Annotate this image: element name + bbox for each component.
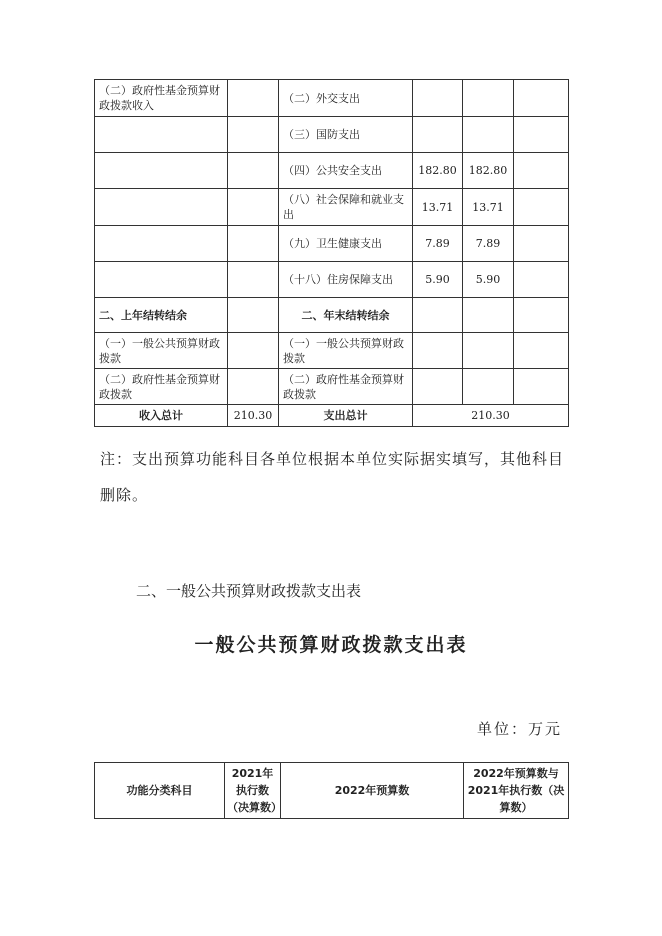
income-value (228, 189, 279, 226)
expense-value (514, 80, 569, 117)
header-2021-actual: 2021年执行数（决算数） (225, 763, 281, 819)
expense-item: （二）外交支出 (279, 80, 413, 117)
table-row (95, 189, 569, 226)
expense-value (463, 80, 514, 117)
header-2022-budget: 2022年预算数 (281, 763, 464, 819)
table-row (95, 333, 569, 369)
expense-item: （九）卫生健康支出 (279, 226, 413, 262)
general-budget-expense-table (94, 762, 569, 819)
income-item (95, 226, 228, 262)
income-value (228, 226, 279, 262)
expense-value (514, 117, 569, 153)
expense-value (413, 117, 463, 153)
expense-value: 182.80 (413, 153, 463, 189)
table-row (95, 262, 569, 298)
income-value (228, 153, 279, 189)
table-row (95, 226, 569, 262)
expense-value (514, 226, 569, 262)
expense-value: 182.80 (463, 153, 514, 189)
expense-value (514, 262, 569, 298)
carry-expense-item: （一）一般公共预算财政拨款 (279, 333, 413, 369)
income-total-value: 210.30 (228, 405, 279, 427)
expense-value: 7.89 (463, 226, 514, 262)
carry-expense-item: （二）政府性基金预算财政拨款 (279, 369, 413, 405)
table-header-row (95, 763, 569, 819)
carry-over-expense-heading: 二、年末结转结余 (279, 298, 413, 333)
header-function-category: 功能分类科目 (95, 763, 225, 819)
table-title: 一般公共预算财政拨款支出表 (194, 634, 468, 656)
expense-value: 5.90 (413, 262, 463, 298)
carry-header-row (95, 298, 569, 333)
income-item (95, 153, 228, 189)
income-item (95, 262, 228, 298)
expense-value (463, 117, 514, 153)
income-total-label: 收入总计 (95, 405, 228, 427)
table-row (95, 80, 569, 117)
note-text: 注：支出预算功能科目各单位根据本单位实际据实填写，其他科目删除。 (100, 450, 565, 504)
carry-income-item: （二）政府性基金预算财政拨款 (95, 369, 228, 405)
expense-value: 5.90 (463, 262, 514, 298)
income-expense-table (94, 79, 569, 427)
unit-label: 单位：万元 (476, 720, 562, 738)
expense-item: （八）社会保障和就业支出 (279, 189, 413, 226)
income-value (228, 117, 279, 153)
income-item (95, 189, 228, 226)
table-row (95, 153, 569, 189)
income-item (95, 117, 228, 153)
expense-value: 13.71 (413, 189, 463, 226)
expense-value (514, 153, 569, 189)
totals-row (95, 405, 569, 427)
expense-value: 7.89 (413, 226, 463, 262)
expense-item: （四）公共安全支出 (279, 153, 413, 189)
expense-value (514, 189, 569, 226)
expense-value (413, 80, 463, 117)
expense-total-label: 支出总计 (279, 405, 413, 427)
expense-value: 13.71 (463, 189, 514, 226)
income-value (228, 80, 279, 117)
section-heading: 二、一般公共预算财政拨款支出表 (136, 582, 362, 600)
income-value (228, 262, 279, 298)
table-row (95, 117, 569, 153)
table-row (95, 369, 569, 405)
expense-item: （三）国防支出 (279, 117, 413, 153)
header-budget-vs-actual: 2022年预算数与2021年执行数（决算数） (464, 763, 569, 819)
carry-over-income-heading: 二、上年结转结余 (95, 298, 228, 333)
expense-total-value: 210.30 (413, 405, 569, 427)
expense-item: （十八）住房保障支出 (279, 262, 413, 298)
income-item: （二）政府性基金预算财政拨款收入 (95, 80, 228, 117)
carry-income-item: （一）一般公共预算财政拨款 (95, 333, 228, 369)
